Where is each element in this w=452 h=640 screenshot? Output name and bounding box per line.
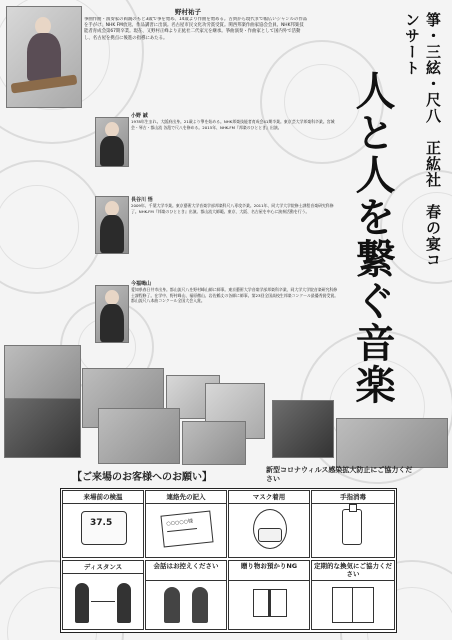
notice-item-label: 手指消毒 — [312, 491, 394, 504]
memo-icon — [160, 510, 213, 547]
gift-ribbon — [268, 590, 271, 616]
notice-item — [228, 560, 310, 630]
hero-name: 野村祐子 — [175, 8, 201, 16]
main-title: 人と人を繋ぐ音楽 — [349, 70, 396, 406]
notice-title: 【ご来場のお客様へのお願い】 — [72, 472, 212, 483]
performer-bio: 愛知県春日井市出身。都山流尺八を野村峰山師に師事。東京藝術大学音楽学部邦楽科卒業、同大学大学院音楽研究科修士課程修了。在学中、野村峰山、福原徹山、岩佐鶴丈の各師に師事。第23回全国高校生邦楽コンクール最優秀賞受賞。都山流尺八本曲コンクール全国大会入賞。 — [131, 287, 339, 304]
collage-photo — [4, 345, 81, 399]
performer-head — [105, 290, 119, 305]
thermometer-readout: 37.5 — [90, 518, 113, 528]
notice-item-label: 連絡先の記入 — [146, 491, 226, 504]
performer-head — [105, 122, 119, 137]
person-icon — [117, 583, 131, 623]
memo-text: ○○○○○様 — [166, 518, 194, 528]
collage-photo — [336, 418, 448, 468]
notice-item-label: ディスタンス — [63, 561, 143, 574]
distance-arrow-icon — [91, 601, 115, 602]
pump-shape — [349, 504, 357, 512]
sanitizer-icon — [342, 509, 362, 545]
notice-item — [145, 490, 227, 558]
notice-item — [228, 490, 310, 558]
notice-item — [145, 560, 227, 630]
hero-bio: 箏曲作曲・演奏家の両親のもと3歳で箏を始め、14歳より作曲を始める。古典から現代まで幅広いジャンルの作品を手がけ、NHK FM放送、作品講習に出演。名古屋市民文化功労賞受賞。関西邦楽作曲家協会会員。NHK邦楽技能者育成会第67期卒業。現在、又野村正峰より正紘社二代家元を継承。箏曲演奏・作曲家として国内外で活動し、名古屋を拠点に後進の指導にあたる。 — [84, 17, 308, 41]
performer-head — [105, 201, 119, 216]
memo-line — [167, 528, 197, 532]
performer-name: 小野 誠 — [131, 113, 148, 119]
notice-item — [62, 490, 144, 558]
performer-kimono — [27, 33, 61, 81]
flower-motif — [0, 160, 104, 294]
window-frame — [352, 588, 353, 622]
notice-item-label: 定期的な換気にご協力ください — [312, 561, 394, 581]
notice-item-label: 来場前の検温 — [63, 491, 143, 504]
notice-item — [311, 490, 395, 558]
thermometer-icon — [81, 511, 127, 545]
mask-shape — [258, 528, 282, 542]
window-icon — [332, 587, 374, 623]
collage-photo — [4, 398, 81, 458]
notice-item-label: 会話はお控えください — [146, 561, 226, 581]
person-icon — [164, 587, 180, 623]
performer-photo — [95, 196, 129, 254]
person-icon — [75, 583, 89, 623]
covid-notice: 新型コロナウィルス感染拡大防止にご協力ください — [266, 466, 413, 483]
collage-photo — [98, 408, 180, 464]
face-mask-icon — [253, 509, 287, 549]
notice-item — [311, 560, 395, 630]
performer-suit — [100, 136, 124, 166]
performer-photo — [95, 285, 129, 343]
person-icon — [192, 587, 208, 623]
collage-photo — [272, 400, 334, 458]
hero-photo — [6, 6, 82, 108]
performer-name: 長谷川 悟 — [131, 197, 153, 203]
notice-item-label: マスク着用 — [229, 491, 309, 504]
performer-bio: 1978年生まれ。大阪府出身。21歳より箏を始める。NHK邦楽技能者育成会41期卒業。東京芸大学邦楽科卒業。宮城会・琴古・都山流 各派で尺八を修める。2015年、NHK-FM『邦楽のひととき』出演。 — [131, 119, 335, 130]
performer-kimono — [100, 304, 124, 342]
notice-item-label: 贈り物お預かりNG — [229, 561, 309, 581]
performer-photo — [95, 117, 129, 167]
concert-title: 箏・三絃・尺八 正紘社 春の宴コンサート — [403, 12, 442, 268]
notice-item — [62, 560, 144, 630]
performer-name: 今福鳴山 — [131, 281, 152, 287]
collage-photo — [182, 421, 246, 465]
gift-icon — [253, 589, 287, 617]
performer-suit — [100, 215, 124, 253]
performer-bio: 2009年、千葉大学卒業。東京藝術大学音楽学部邦楽科尺八専攻卒業。2011年、同大学大学院修士課程音楽研究科修了。NHK-FM『邦楽のひととき』出演。都山流大師範。東京、大阪、名古屋を中心に演奏活動を行う。 — [131, 203, 334, 214]
